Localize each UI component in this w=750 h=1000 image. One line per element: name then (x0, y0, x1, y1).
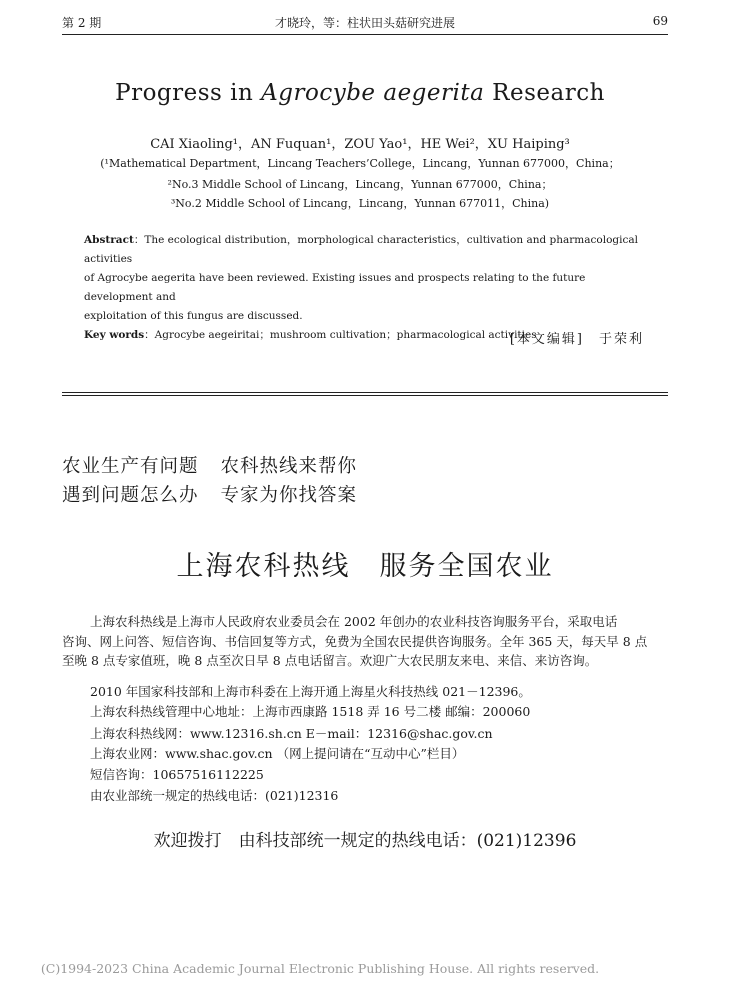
hotline-footer: 欢迎拨打 由科技部统一规定的热线电话：(021)12396 (153, 831, 577, 851)
keywords: ：Agrocybe aegeiritai；mushroom cultivation；pharmacological activities (144, 329, 537, 341)
info-line-1: 2010 年国家科技部和上海市科委在上海开通上海星火科技热线 021－12396。 (90, 684, 531, 699)
editor-credit: [本文编辑] 于荣利 (509, 332, 644, 347)
info-line-6: 由农业部统一规定的热线电话：(021)12316 (90, 788, 339, 803)
issue-number: 第 2 期 (62, 16, 102, 30)
abstract-label: Abstract (84, 234, 134, 246)
ad-headline: 上海农科热线 服务全国农业 (176, 551, 554, 582)
affiliation-1: (¹Mathematical Department，Lincang Teachers’College，Lincang，Yunnan 677000，China； (100, 157, 620, 170)
affiliation-3: ³No.2 Middle School of Lincang，Lincang，Yunnan 677011，China) (170, 197, 550, 210)
author-list: CAI Xiaoling¹，AN Fuquan¹，ZOU Yao¹，HE Wei²，XU Haiping³ (150, 137, 570, 152)
copyright-watermark: (C)1994-2023 China Academic Journal Electronic Publishing House. All rights reserved. (40, 961, 600, 976)
ad-intro: 上海农科热线是上海市人民政府农业委员会在 2002 年创办的农业科技咨询服务平台，采取电话 咨询、网上问答、短信咨询、书信回复等方式，免费为全国农民提供咨询服务。全年 365 天，每天早 8 点 至晚 8 点专家值班，晚 8 点至次日早 8 点电话留言。欢迎广大农民朋友来电、来信、来访咨询。 (62, 614, 648, 668)
affiliation-2: ²No.3 Middle School of Lincang，Lincang，Yunnan 677000，China； (167, 178, 553, 191)
running-title: 才晓玲，等：柱状田头菇研究进展 (274, 16, 455, 30)
abstract: Abstract：The ecological distribution，morphological characteristics，cultivation and pharmacological activities of Agrocybe aegerita have been reviewed. Existing issues and prospects relating to the future development and exploitation of this fungus are discussed. Key words：Agrocybe aegeiritai；mushroom cultivation；pharmacological activities (84, 234, 638, 341)
info-line-5: 短信咨询：10657516112225 (90, 767, 264, 782)
running-header (62, 14, 668, 34)
header-rule (62, 34, 668, 35)
info-line-3: 上海农科热线网：www.12316.sh.cn E－mail：12316@shac.gov.cn (90, 726, 493, 741)
section-rule-top (62, 392, 668, 393)
info-line-2: 上海农科热线管理中心地址：上海市西康路 1518 弄 16 号二楼 邮编：200060 (90, 704, 531, 719)
slogan-row-2: 遇到问题怎么办 专家为你找答案 (62, 485, 358, 506)
article-title: Progress in Agrocybe aegerita Research (115, 80, 605, 106)
slogan-row-1: 农业生产有问题 农科热线来帮你 (62, 456, 358, 477)
keywords-label: Key words (84, 329, 145, 341)
info-line-4: 上海农业网：www.shac.gov.cn （网上提问请在“互动中心”栏目） (90, 746, 465, 761)
section-rule-bottom (62, 395, 668, 396)
page-number: 69 (652, 14, 668, 28)
